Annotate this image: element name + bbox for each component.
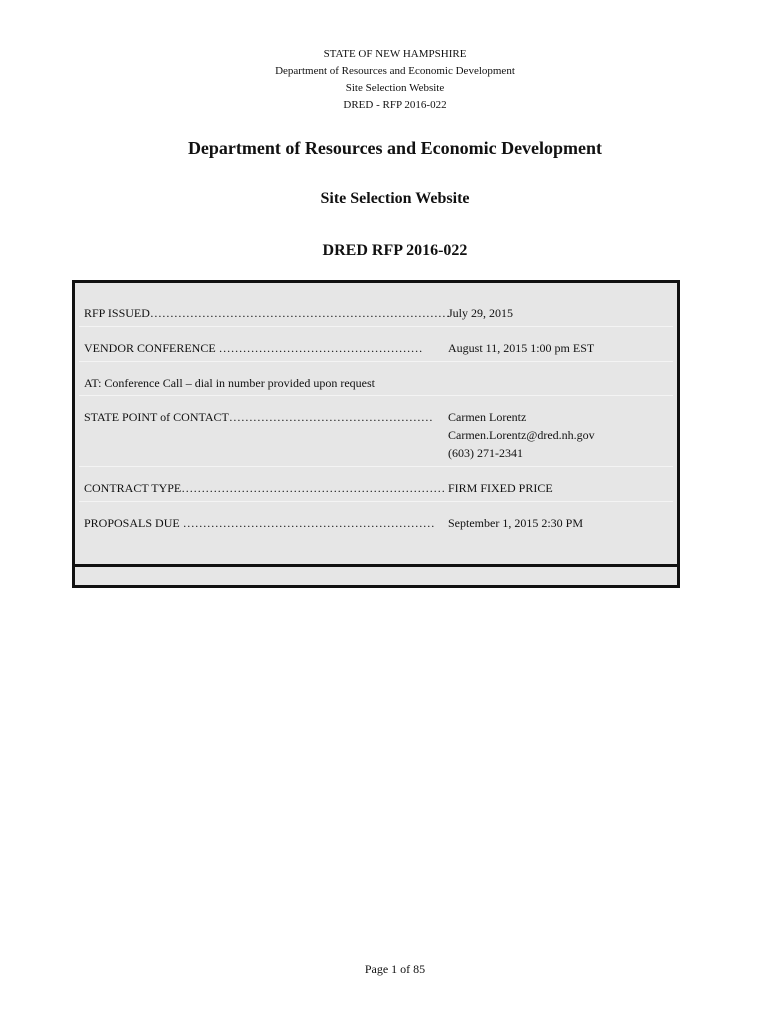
rfp-number-title: DRED RFP 2016-022 <box>322 242 468 259</box>
state-contact-email: Carmen.Lorentz@dred.nh.gov <box>448 428 595 442</box>
header-project: Site Selection Website <box>345 82 445 94</box>
vendor-conference-value: August 11, 2015 1:00 pm EST <box>448 341 595 355</box>
row-divider <box>79 466 673 467</box>
state-contact-phone: (603) 271-2341 <box>448 446 523 460</box>
row-divider <box>79 501 673 502</box>
rfp-issued-label: RFP ISSUED………………………………………………………………… <box>84 306 450 320</box>
row-divider <box>79 326 673 327</box>
contract-type-value: FIRM FIXED PRICE <box>448 481 553 495</box>
row-divider <box>79 395 673 396</box>
vendor-conference-label: VENDOR CONFERENCE …………………………………………… <box>84 341 423 355</box>
proposals-due-label: PROPOSALS DUE ……………………………………………………… <box>84 516 435 530</box>
contract-type-label: CONTRACT TYPE………………………………………………………… <box>84 481 446 495</box>
proposals-due-value: September 1, 2015 2:30 PM <box>448 516 583 530</box>
rfp-info-box <box>72 280 680 588</box>
row-divider <box>79 361 673 362</box>
box-footer-divider <box>75 564 677 567</box>
department-title: Department of Resources and Economic Development <box>187 138 603 158</box>
header-rfp: DRED - RFP 2016-022 <box>343 99 447 111</box>
project-title: Site Selection Website <box>320 190 470 207</box>
state-contact-label: STATE POINT of CONTACT…………………………………………… <box>84 410 433 424</box>
rfp-issued-value: July 29, 2015 <box>448 306 514 320</box>
header-department: Department of Resources and Economic Development <box>275 65 515 77</box>
page-number: Page 1 of 85 <box>364 962 426 976</box>
header-state: STATE OF NEW HAMPSHIRE <box>323 48 467 60</box>
conference-note: AT: Conference Call – dial in number provided upon request <box>84 376 375 390</box>
state-contact-name: Carmen Lorentz <box>448 410 527 424</box>
document-header <box>0 46 770 114</box>
